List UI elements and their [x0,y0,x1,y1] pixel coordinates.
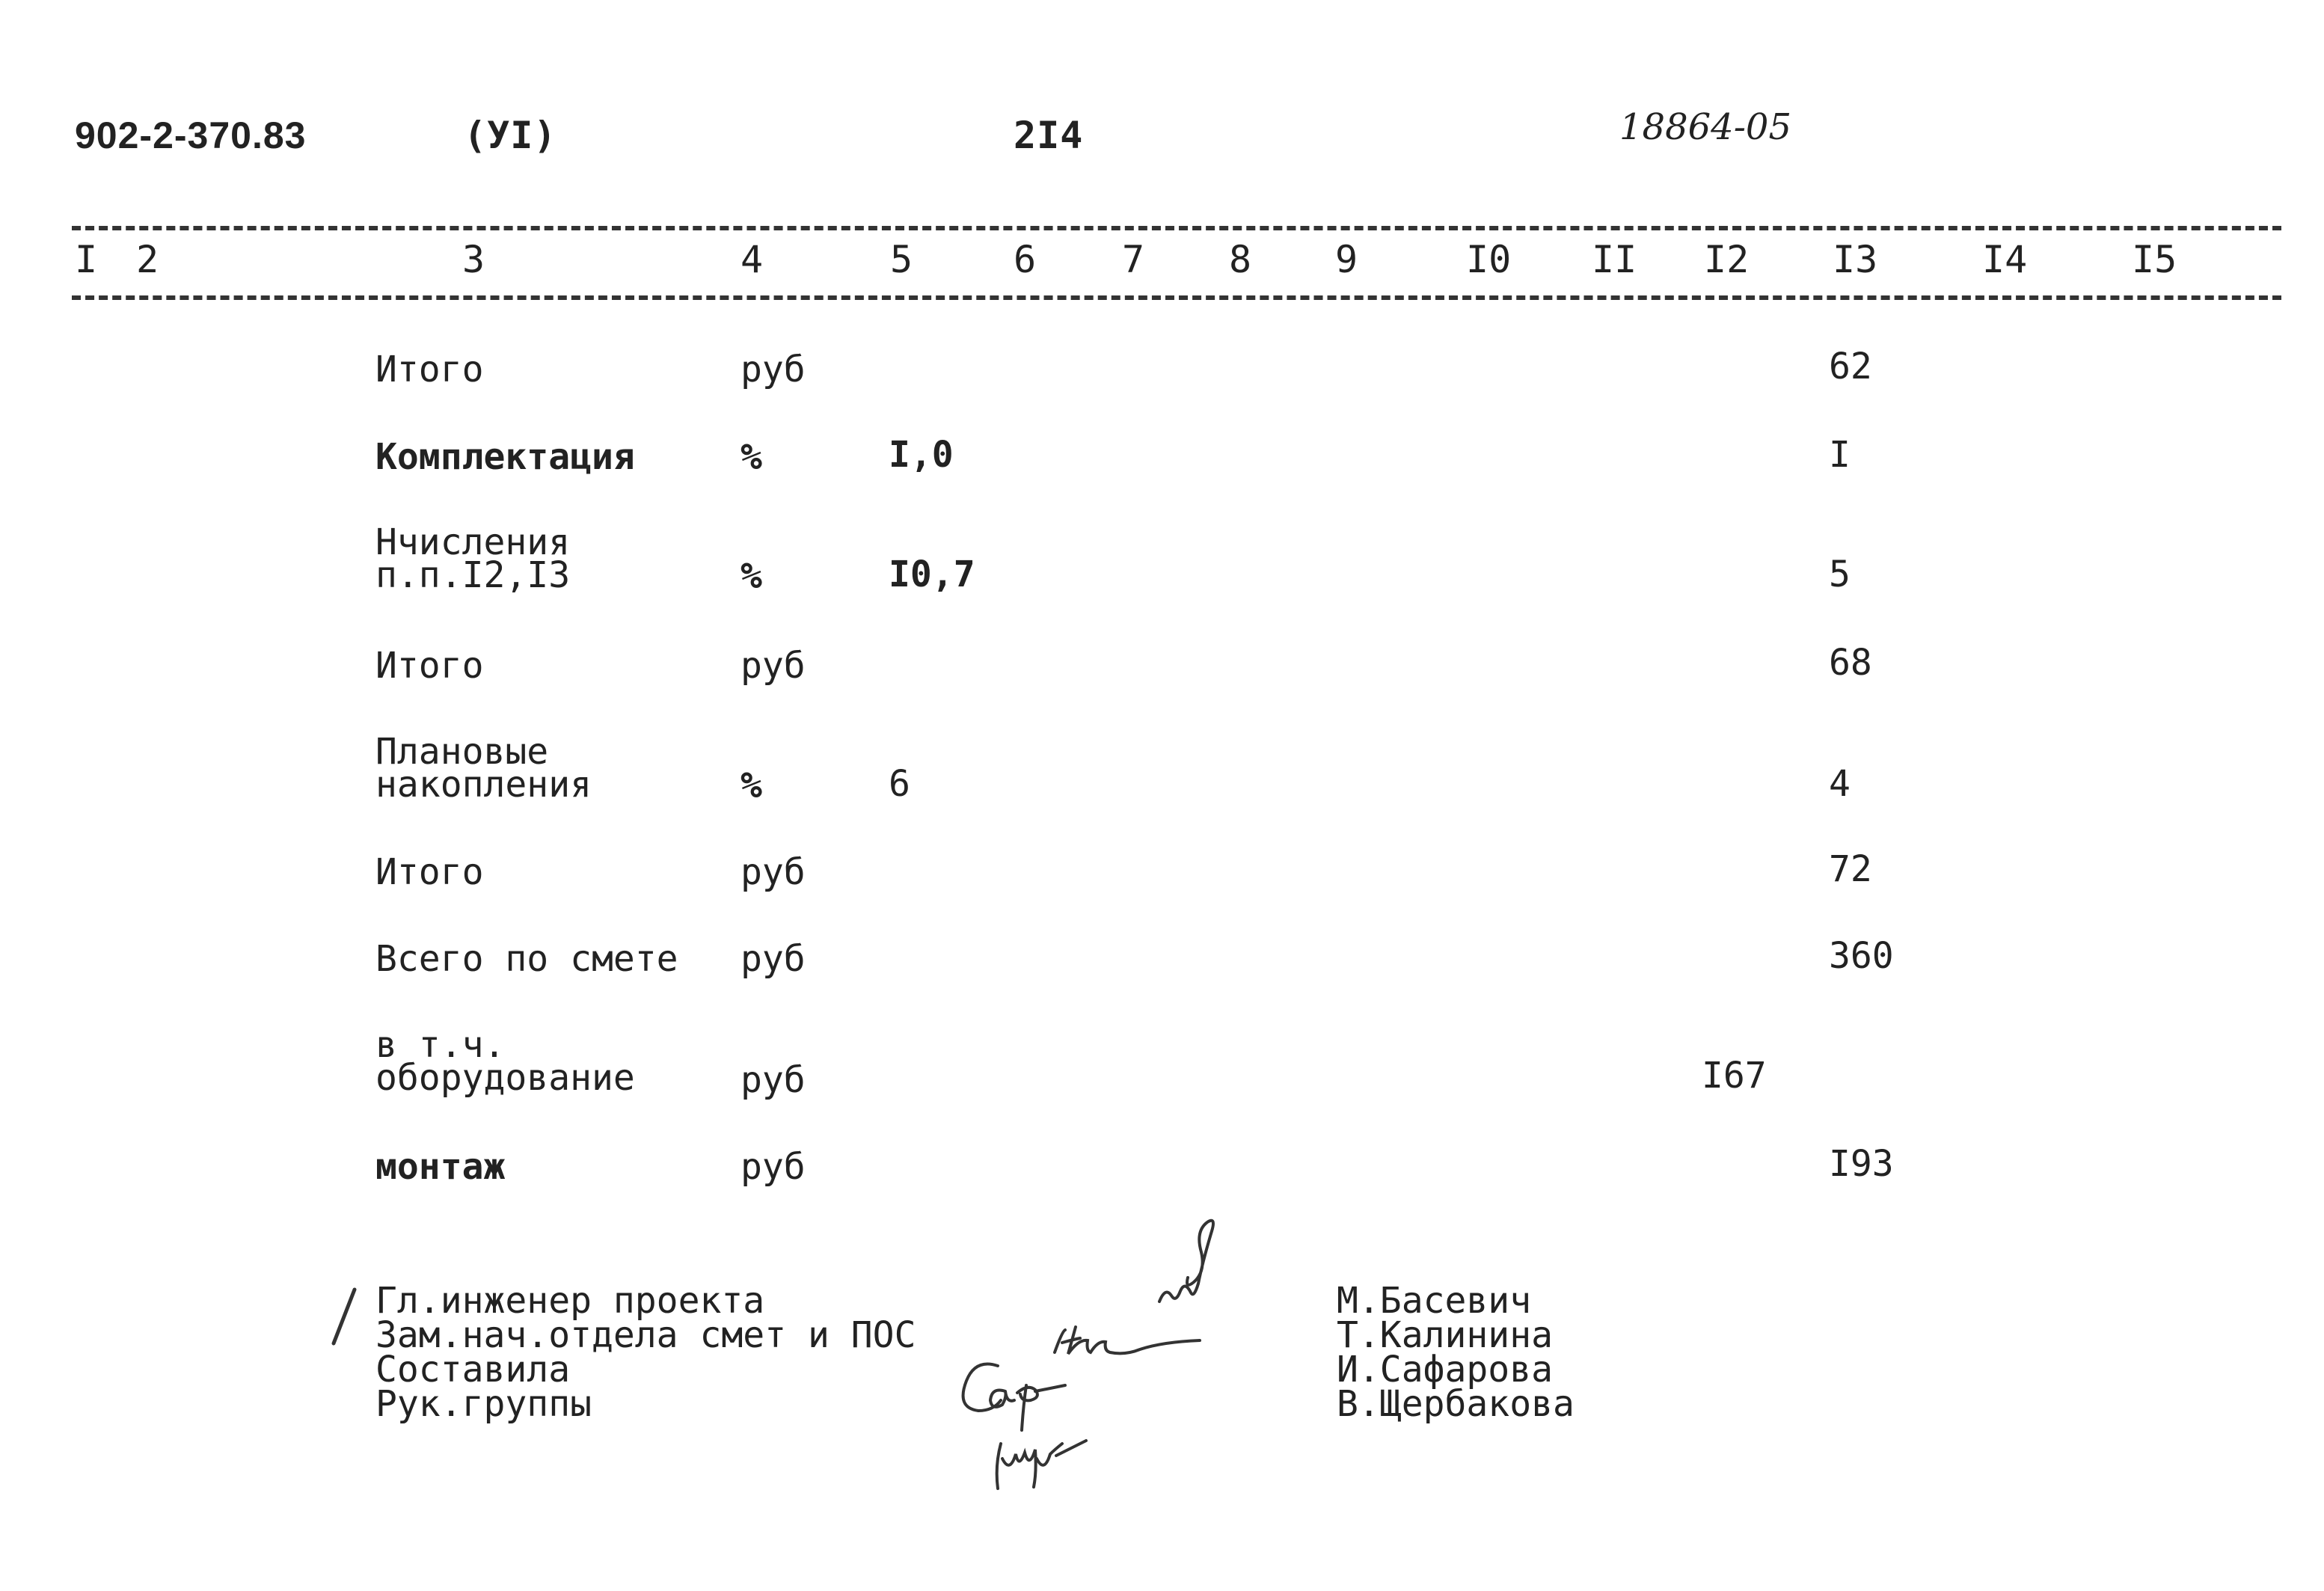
row-rate: I,0 [889,434,954,476]
row-unit: руб [741,645,806,687]
row-unit: руб [741,1059,806,1101]
row-label-line1: Нчисления [375,521,571,563]
signature-role: Составила [375,1349,571,1391]
row-unit: руб [741,851,806,893]
column-number: I0 [1466,238,1512,281]
column-number: II [1592,238,1637,281]
signature-role: Гл.инженер проекта [375,1280,765,1322]
row-col13-value: I93 [1829,1143,1894,1185]
column-number: I [75,238,98,281]
row-unit: % [741,764,762,806]
row-rate: 6 [889,763,910,805]
row-col13-value: 62 [1829,346,1872,387]
row-unit: % [741,555,762,597]
row-unit: руб [741,349,806,390]
row-col13-value: 4 [1829,763,1851,805]
row-unit: руб [741,938,806,980]
row-col13-value: 68 [1829,642,1872,684]
row-label-line1: Плановые [375,731,549,773]
column-number: I3 [1833,238,1878,281]
signature-role: Рук.группы [375,1383,592,1425]
row-unit: % [741,436,762,478]
row-label: Всего по смете [375,938,678,980]
row-label-line2: накопления [375,764,592,806]
header-bottom-rule [72,295,2281,300]
inventory-number: 18864-05 [1619,106,1791,148]
row-unit: руб [741,1146,806,1188]
volume-number: (УI) [464,114,557,157]
row-label: монтаж [375,1146,506,1188]
row-col13-value: 72 [1829,848,1872,890]
header-top-rule [72,226,2281,230]
signer-name: В.Щербакова [1337,1383,1575,1425]
row-label-line1: в т.ч. [375,1024,506,1066]
row-label: Итого [375,851,484,893]
column-number: I4 [1982,238,2028,281]
row-label: Итого [375,645,484,687]
row-label: Комплектация [375,436,635,478]
handwritten-signatures [942,1174,1272,1518]
column-number: 2 [136,238,159,281]
row-label-line2: оборудование [375,1057,635,1099]
column-number: 7 [1122,238,1145,281]
page-number: 2I4 [1014,114,1084,157]
document-code: 902-2-370.83 [75,114,307,156]
column-number: I2 [1704,238,1750,281]
signature-role: Зам.нач.отдела смет и ПОС [375,1314,916,1356]
row-col13-value: 360 [1829,935,1894,977]
signer-name: М.Басевич [1337,1280,1532,1322]
column-number: 5 [890,238,913,281]
row-col12-value: I67 [1702,1055,1767,1097]
signer-name: Т.Калинина [1337,1314,1553,1356]
column-number: 8 [1229,238,1252,281]
column-number: I5 [2132,238,2177,281]
column-number: 9 [1335,238,1358,281]
signer-name: И.Сафарова [1337,1349,1553,1391]
row-label: Итого [375,349,484,390]
row-col13-value: I [1829,434,1851,476]
approval-slash-mark [329,1287,359,1346]
column-number: 4 [741,238,764,281]
row-rate: I0,7 [889,554,975,595]
column-number: 6 [1014,238,1037,281]
row-col13-value: 5 [1829,554,1851,595]
column-number: 3 [462,238,485,281]
row-label-line2: п.п.I2,I3 [375,554,571,596]
